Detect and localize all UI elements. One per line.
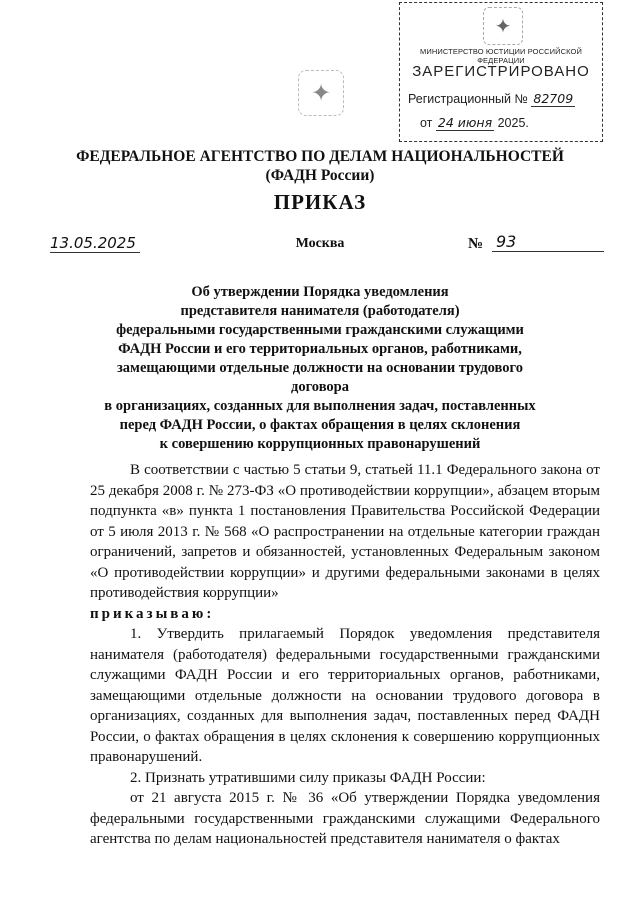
document-title-line: перед ФАДН России, о фактах обращения в целях склонения [119, 417, 521, 433]
item-2: 2. Признать утратившими силу приказы ФАДН России: [130, 769, 486, 786]
coat-of-arms-icon: ✦ [483, 7, 523, 45]
document-title-line: к совершению коррупционных правонарушений [159, 436, 481, 452]
stamp-reg-label: Регистрационный № [408, 92, 528, 106]
agency-name: ФЕДЕРАЛЬНОЕ АГЕНТСТВО ПО ДЕЛАМ НАЦИОНАЛЬНОСТЕЙ [76, 148, 564, 165]
order-city: Москва [295, 236, 345, 251]
stamp-date-prefix: от [420, 116, 433, 130]
stamp-date-line [420, 115, 529, 130]
coat-of-arms-icon: ✦ [298, 70, 344, 116]
document-body [90, 460, 600, 850]
stamp-reg-number: 82709 [533, 91, 574, 106]
document-title-line: представителя нанимателя (работодателя) [180, 303, 460, 319]
agency-abbrev: (ФАДН России) [265, 167, 375, 184]
stamp-reg-line [408, 91, 575, 106]
item-2-sub-1: от 21 августа 2015 г. № 36 «Об утверждении Порядка уведомления федеральными государственными гражданскими служащими Федерального агентства по делам национальностей представителя нанимателя о фактах [90, 790, 600, 847]
stamp-date-year: 2025. [497, 116, 529, 130]
document-title [90, 283, 550, 454]
order-title: ПРИКАЗ [273, 190, 367, 214]
order-date: 13.05.2025 [50, 234, 140, 253]
preamble-text: В соответствии с частью 5 статьи 9, статьей 11.1 Федерального закона от 25 декабря 2008 г. № 273-ФЗ «О противодействии коррупции», абзацем вторым подпункта «в» пункта 1 постановления Правительства Российской Федерации от 5 июля 2013 г. № 568 «О распространении на отдельные категории граждан ограничений, запретов и обязанностей, установленных Федеральным законом «О противодействии коррупции» и другими федеральными законами в целях противодействия коррупции» [90, 462, 600, 601]
stamp-registered: ЗАРЕГИСТРИРОВАНО [412, 63, 590, 80]
agency-header [40, 147, 600, 185]
order-number-label: № [468, 236, 484, 252]
document-title-line: федеральными государственными гражданскими служащими [116, 322, 524, 338]
item-1: 1. Утвердить прилагаемый Порядок уведомления представителя нанимателя (работодателя) федеральными государственными гражданскими служащими ФАДН России и его территориальных органов, работниками, замещающими отдельные должности на основании трудового договора в организациях, созданных для выполнения задач, поставленных перед ФАДН России, о фактах обращения в целях склонения к совершению коррупционных правонарушений. [90, 626, 600, 765]
document-title-line: Об утверждении Порядка уведомления [191, 284, 449, 300]
registration-stamp [399, 2, 603, 142]
stamp-ministry: МИНИСТЕРСТВО ЮСТИЦИИ РОССИЙСКОЙ ФЕДЕРАЦИИ [420, 47, 582, 65]
document-title-line: ФАДН России и его территориальных органов, работниками, [118, 341, 522, 357]
order-word: приказываю: [90, 605, 215, 622]
stamp-date-day-month: 24 июня [437, 115, 493, 130]
preamble-paragraph [90, 460, 600, 604]
order-word-paragraph [90, 604, 600, 625]
document-title-line: замещающими отдельные должности на основании трудового договора [116, 360, 523, 395]
order-number: 93 [492, 232, 604, 252]
document-title-line: в организациях, созданных для выполнения задач, поставленных [104, 398, 536, 414]
